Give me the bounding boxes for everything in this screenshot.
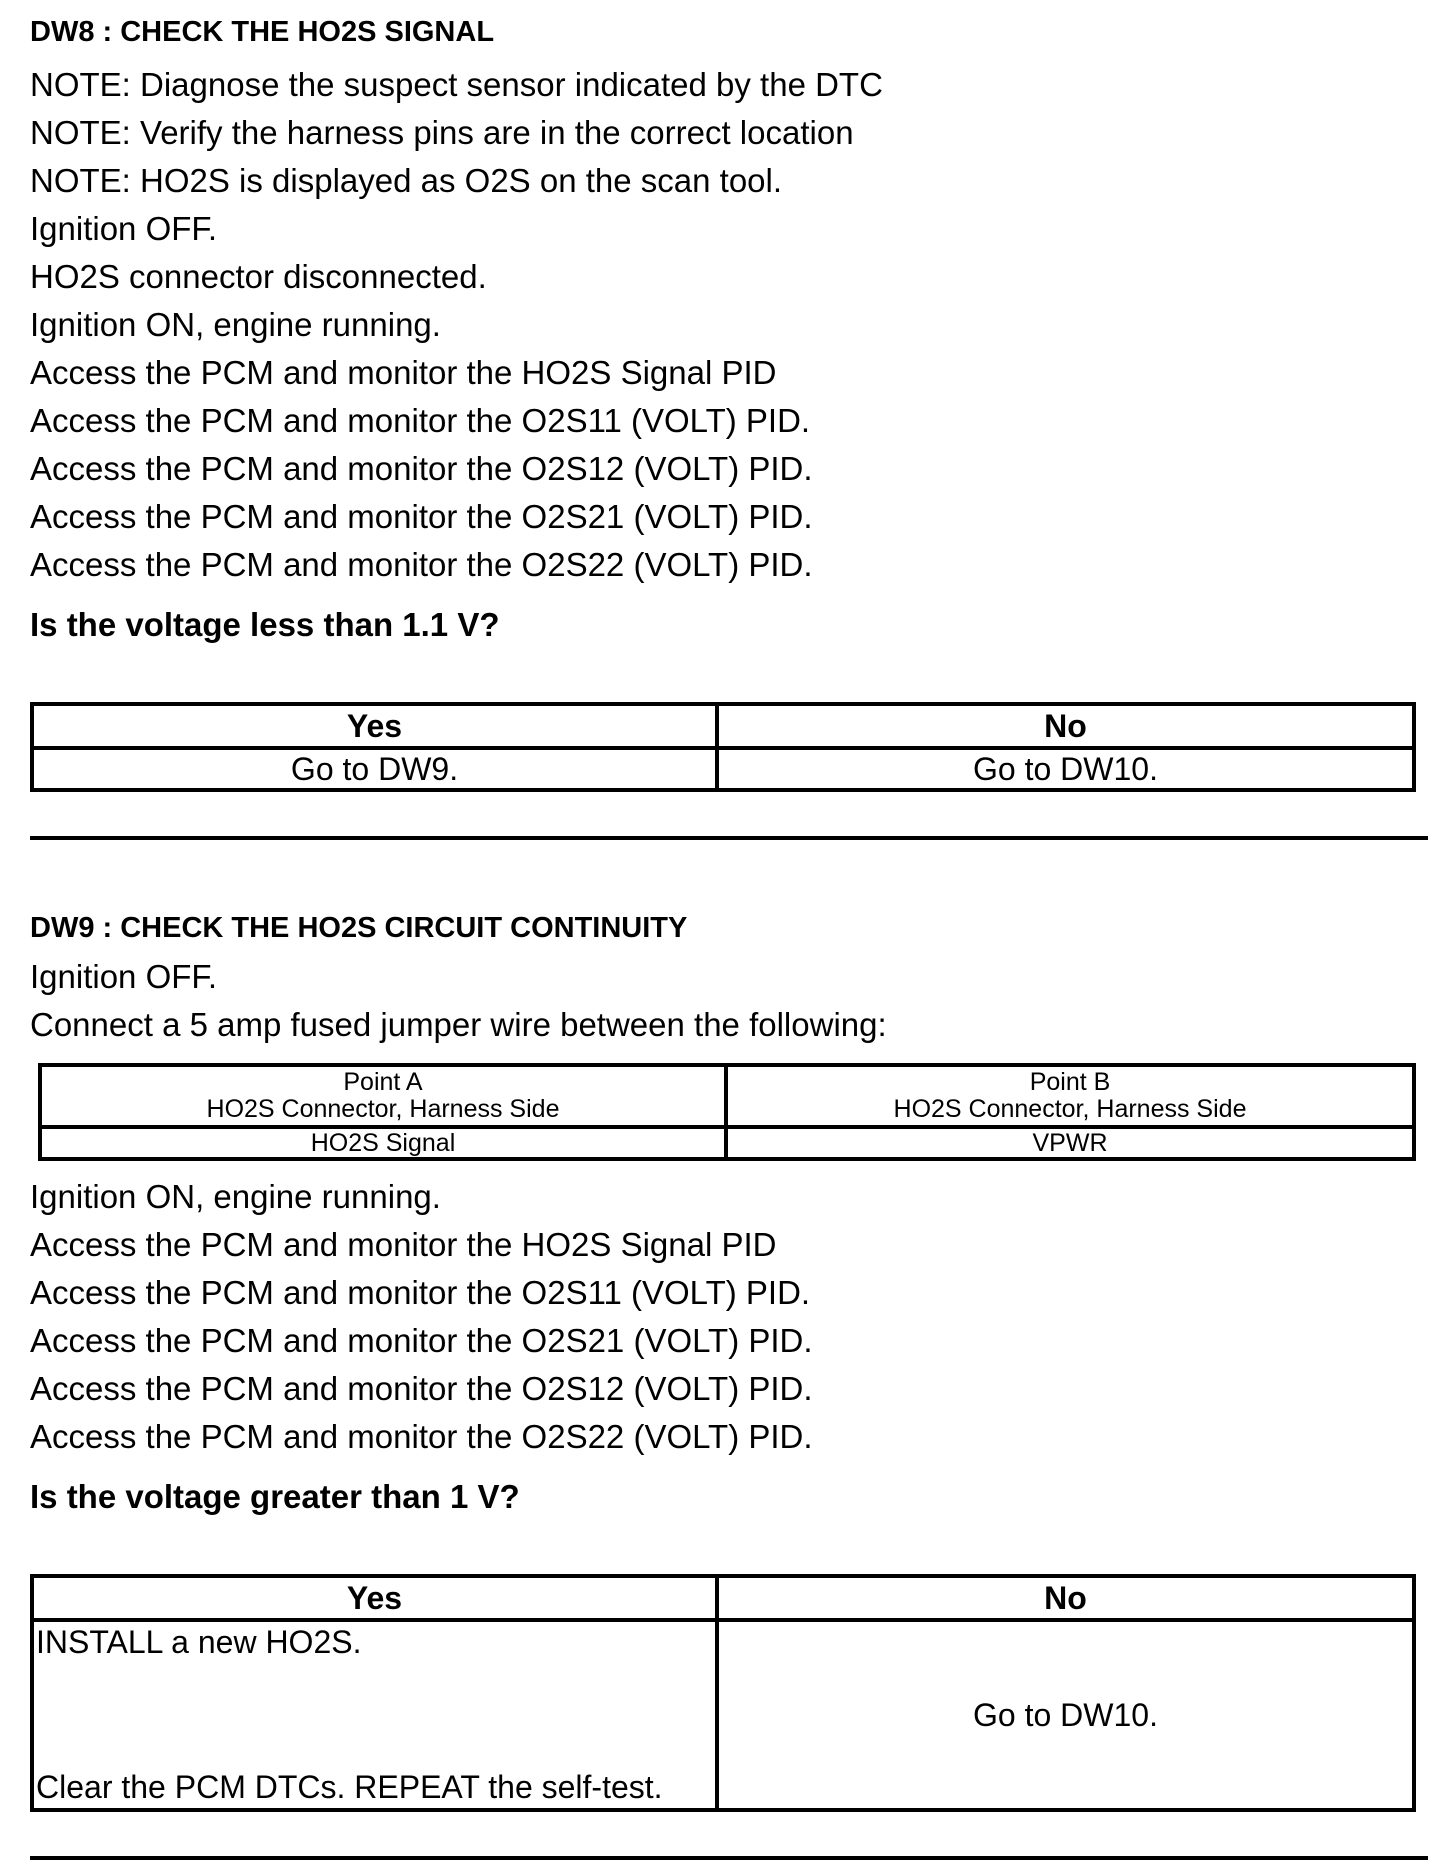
dw9-question: Is the voltage greater than 1 V? (30, 1478, 520, 1515)
point-b-value: VPWR (726, 1127, 1414, 1159)
dw9-line: Ignition OFF. (30, 958, 218, 995)
dw8-line: Ignition ON, engine running. (30, 306, 441, 343)
dw8-line: Access the PCM and monitor the O2S12 (VOLT) PID. (30, 450, 813, 487)
dw9-no-value: Go to DW10. (717, 1620, 1414, 1810)
section-divider (30, 1856, 1428, 1860)
dw8-line: Access the PCM and monitor the O2S22 (VOLT) PID. (30, 546, 813, 583)
dw8-line: Access the PCM and monitor the O2S11 (VOLT) PID. (30, 402, 811, 439)
dw8-line: NOTE: Verify the harness pins are in the correct location (30, 114, 854, 151)
point-a-value: HO2S Signal (40, 1127, 726, 1159)
dw8-no-header: No (717, 704, 1414, 748)
dw8-no-value: Go to DW10. (717, 748, 1414, 790)
dw9-line: Access the PCM and monitor the HO2S Signal PID (30, 1226, 777, 1263)
dw9-line: Access the PCM and monitor the O2S11 (VOLT) PID. (30, 1274, 811, 1311)
dw8-line: NOTE: HO2S is displayed as O2S on the scan tool. (30, 162, 783, 199)
point-a-subtitle: HO2S Connector, Harness Side (206, 1095, 560, 1123)
dw9-line: Ignition ON, engine running. (30, 1178, 441, 1215)
dw8-yes-header: Yes (32, 704, 717, 748)
point-b-header (726, 1065, 1414, 1127)
dw8-line: Ignition OFF. (30, 210, 218, 247)
dw8-question: Is the voltage less than 1.1 V? (30, 606, 500, 643)
dw8-decision-table (30, 702, 1416, 792)
dw9-jumper-points-table (38, 1063, 1416, 1161)
dw9-yes-header: Yes (32, 1576, 717, 1620)
dw8-line: HO2S connector disconnected. (30, 258, 487, 295)
dw9-line: Access the PCM and monitor the O2S22 (VOLT) PID. (30, 1418, 813, 1455)
dw9-yes-value (32, 1620, 717, 1810)
section-divider (30, 836, 1428, 840)
dw9-line: Access the PCM and monitor the O2S12 (VOLT) PID. (30, 1370, 813, 1407)
point-b-subtitle: HO2S Connector, Harness Side (893, 1095, 1247, 1123)
dw8-line: Access the PCM and monitor the HO2S Signal PID (30, 354, 777, 391)
dw9-yes-line1: INSTALL a new HO2S. (36, 1624, 362, 1660)
dw9-heading: DW9 : CHECK THE HO2S CIRCUIT CONTINUITY (30, 912, 688, 944)
dw8-line: Access the PCM and monitor the O2S21 (VOLT) PID. (30, 498, 813, 535)
dw9-yes-line2: Clear the PCM DTCs. REPEAT the self-test. (36, 1769, 663, 1805)
dw9-line: Connect a 5 amp fused jumper wire between the following: (30, 1006, 887, 1043)
dw9-decision-table (30, 1574, 1416, 1812)
dw8-line: NOTE: Diagnose the suspect sensor indicated by the DTC (30, 66, 883, 103)
dw9-no-header: No (717, 1576, 1414, 1620)
point-b-title: Point B (1029, 1068, 1111, 1096)
dw8-yes-value: Go to DW9. (32, 748, 717, 790)
point-a-header (40, 1065, 726, 1127)
dw8-heading: DW8 : CHECK THE HO2S SIGNAL (30, 16, 495, 48)
dw9-line: Access the PCM and monitor the O2S21 (VOLT) PID. (30, 1322, 813, 1359)
point-a-title: Point A (343, 1068, 423, 1096)
